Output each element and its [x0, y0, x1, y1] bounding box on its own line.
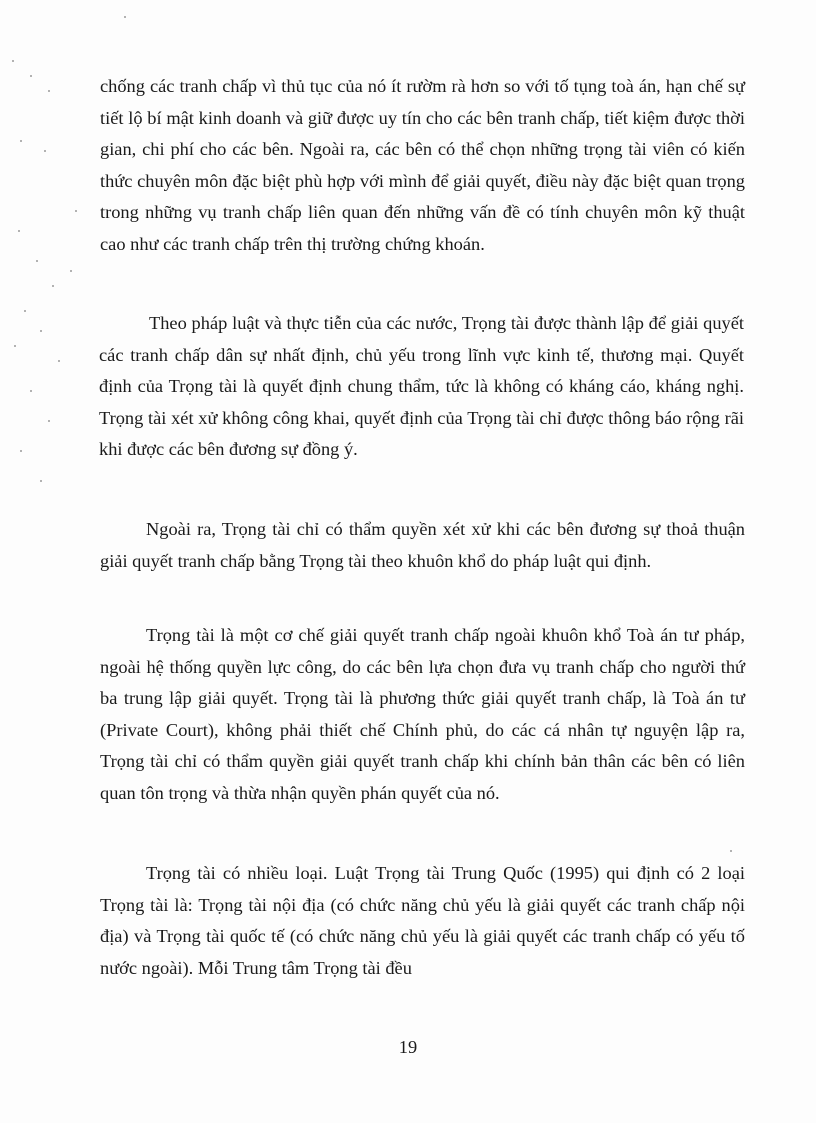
paragraph-2: Theo pháp luật và thực tiễn của các nước, Trọng tài được thành lập để giải quyết các tranh chấp dân sự nhất định, chủ yếu trong lĩnh vực kinh tế, thương mại. Quyết định của Trọng tài là quyết định chung thẩm, tức là không có kháng cáo, kháng nghị. Trọng tài xét xử không công khai, quyết định của Trọng tài chỉ được thông báo rộng rãi khi được các bên đương sự đồng ý. [99, 313, 744, 460]
page-number: 19 [398, 1037, 418, 1057]
paragraph-3: Ngoài ra, Trọng tài chỉ có thẩm quyền xét xử khi các bên đương sự thoả thuận giải quyết tranh chấp bằng Trọng tài theo khuôn khổ do pháp luật qui định. [100, 519, 745, 571]
paragraph-5: Trọng tài có nhiều loại. Luật Trọng tài Trung Quốc (1995) qui định có 2 loại Trọng tài là: Trọng tài nội địa (có chức năng chủ yếu là giải quyết các tranh chấp nội địa) và Trọng tài quốc tế (có chức năng chủ yếu là giải quyết các tranh chấp có yếu tố nước ngoài). Mỗi Trung tâm Trọng tài đều [100, 863, 745, 978]
paragraph-1: chống các tranh chấp vì thủ tục của nó ít rườm rà hơn so với tố tụng toà án, hạn chế sự tiết lộ bí mật kinh doanh và giữ được uy tín cho các bên tranh chấp, tiết kiệm được thời gian, chi phí cho các bên. Ngoài ra, các bên có thể chọn những trọng tài viên có kiến thức chuyên môn đặc biệt phù hợp với mình để giải quyết, điều này đặc biệt quan trọng trong những vụ tranh chấp liên quan đến những vấn đề có tính chuyên môn kỹ thuật cao như các tranh chấp trên thị trường chứng khoán. [100, 76, 745, 254]
paragraph-4: Trọng tài là một cơ chế giải quyết tranh chấp ngoài khuôn khổ Toà án tư pháp, ngoài hệ thống quyền lực công, do các bên lựa chọn đưa vụ tranh chấp cho người thứ ba trung lập giải quyết. Trọng tài là phương thức giải quyết tranh chấp, là Toà án tư (Private Court), không phải thiết chế Chính phủ, do các cá nhân tự nguyện lập ra, Trọng tài chỉ có thẩm quyền giải quyết tranh chấp khi chính bản thân các bên có liên quan tôn trọng và thừa nhận quyền phán quyết của nó. [100, 625, 745, 803]
